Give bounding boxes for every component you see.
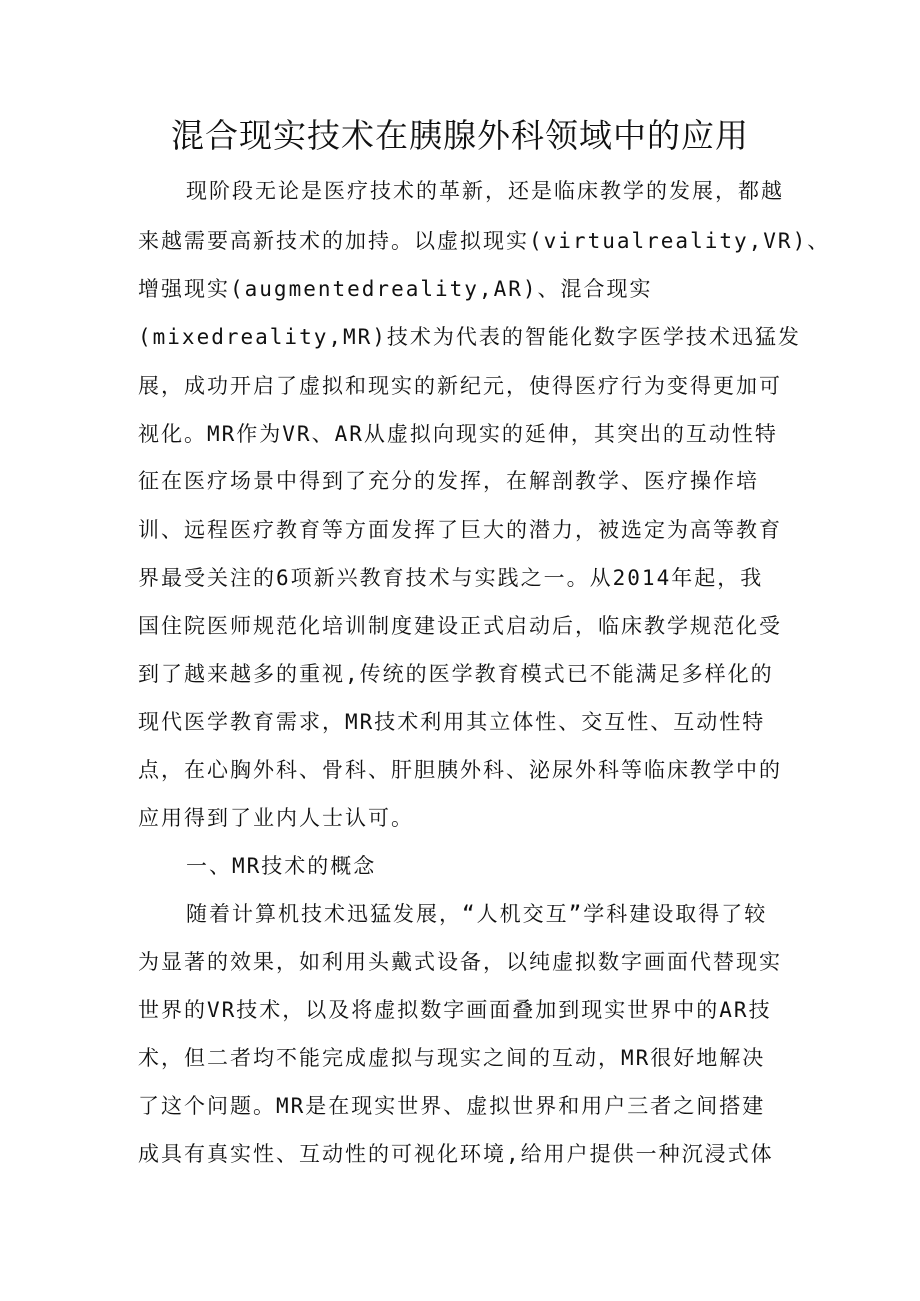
paragraph-line: (mixedreality,MR)技术为代表的智能化数字医学技术迅猛发	[138, 325, 801, 349]
paragraph-line: 随着计算机技术迅猛发展，“人机交互”学科建设取得了较	[186, 902, 768, 926]
paragraph-line: 视化。MR作为VR、AR从虚拟向现实的延伸，其突出的互动性特	[138, 422, 778, 446]
paragraph-line: 到了越来越多的重视,传统的医学教育模式已不能满足多样化的	[138, 662, 774, 686]
paragraph-line: 现代医学教育需求，MR技术利用其立体性、交互性、互动性特	[138, 710, 766, 734]
paragraph-line: 世界的VR技术，以及将虚拟数字画面叠加到现实世界中的AR技	[138, 998, 772, 1022]
paragraph-line: 术，但二者均不能完成虚拟与现实之间的互动，MR很好地解决	[138, 1046, 766, 1070]
paragraph-line: 来越需要高新技术的加持。以虚拟现实(virtualreality,VR)、	[138, 229, 831, 253]
document-title: 混合现实技术在胰腺外科领域中的应用	[171, 116, 749, 155]
paragraph-line: 增强现实(augmentedreality,AR)、混合现实	[138, 277, 653, 301]
paragraph-line: 现阶段无论是医疗技术的革新，还是临床教学的发展，都越	[186, 179, 784, 203]
paragraph-line: 点，在心胸外科、骨科、肝胆胰外科、泌尿外科等临床教学中的	[138, 758, 782, 782]
section-heading: 一、MR技术的概念	[186, 854, 377, 878]
paragraph-line: 训、远程医疗教育等方面发挥了巨大的潜力，被选定为高等教育	[138, 518, 782, 542]
paragraph-line: 国住院医师规范化培训制度建设正式启动后，临床教学规范化受	[138, 614, 782, 638]
paragraph-line: 征在医疗场景中得到了充分的发挥，在解剖教学、医疗操作培	[138, 469, 759, 493]
paragraph-line: 展，成功开启了虚拟和现实的新纪元，使得医疗行为变得更加可	[138, 374, 782, 398]
paragraph-line: 为显著的效果，如利用头戴式设备，以纯虚拟数字画面代替现实	[138, 950, 782, 974]
paragraph-line: 应用得到了业内人士认可。	[138, 806, 414, 830]
paragraph-line: 界最受关注的6项新兴教育技术与实践之一。从2014年起，我	[138, 566, 764, 590]
paragraph-line: 成具有真实性、互动性的可视化环境,给用户提供一种沉浸式体	[138, 1142, 774, 1166]
paragraph-line: 了这个问题。MR是在现实世界、虚拟世界和用户三者之间搭建	[138, 1094, 766, 1118]
